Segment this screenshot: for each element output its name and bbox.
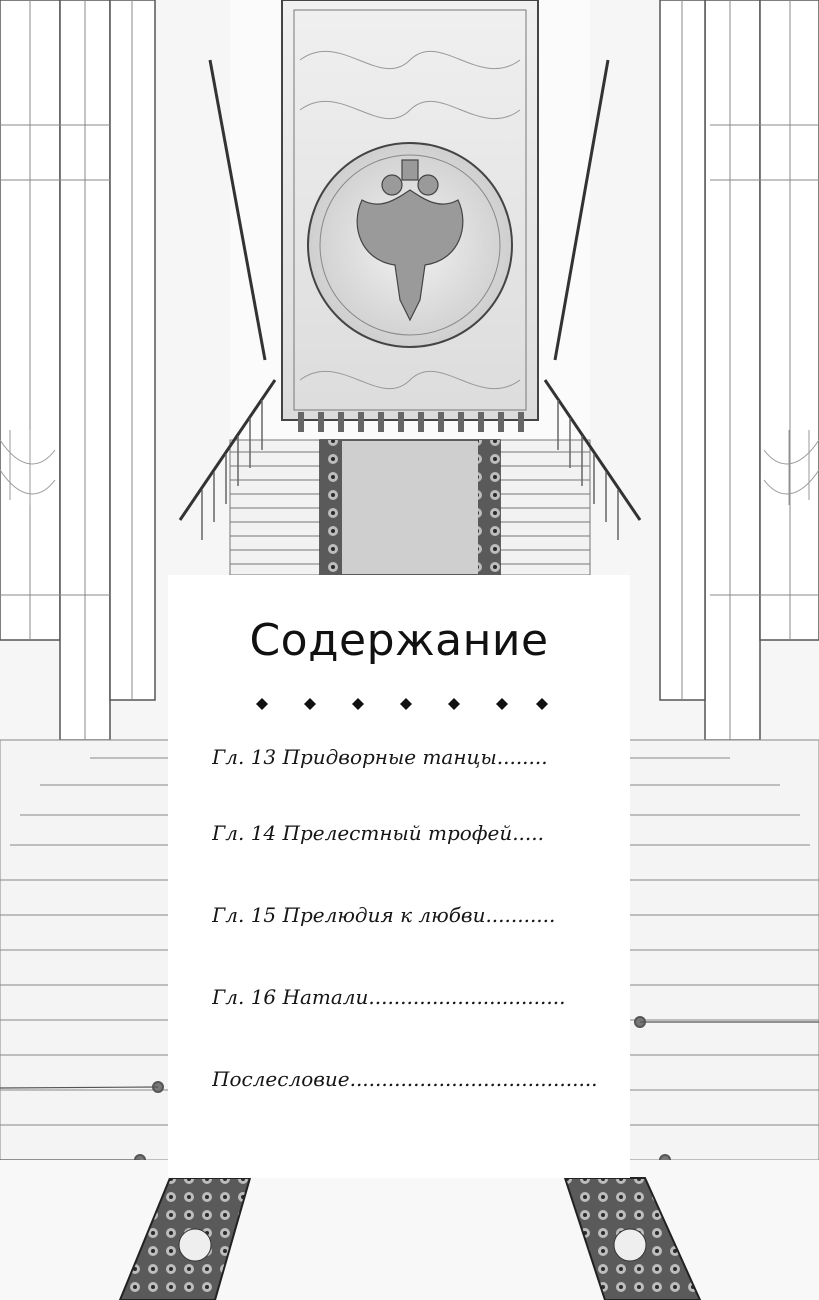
contents-title: Содержание <box>249 615 549 666</box>
diamond-divider <box>250 697 550 711</box>
right-outer-column <box>705 0 760 740</box>
diamond-icon <box>400 698 412 710</box>
carpet-runner <box>320 440 500 575</box>
diamond-icon <box>352 698 364 710</box>
diamond-icon <box>536 698 548 710</box>
diamond-icon <box>496 698 508 710</box>
toc-entry-label: Гл. 16 Натали............................... <box>212 985 566 1009</box>
table-of-contents-panel <box>168 575 630 1178</box>
toc-entry-label: Гл. 13 Придворные танцы........ <box>212 745 548 769</box>
toc-entry-chapter-16 <box>212 985 612 1021</box>
diamond-icon <box>304 698 316 710</box>
diamond-icon <box>448 698 460 710</box>
diamond-icon <box>256 698 268 710</box>
toc-entry-chapter-15 <box>212 903 612 939</box>
toc-entry-label: Гл. 15 Прелюдия к любви........... <box>212 903 556 927</box>
toc-entry-label: Гл. 14 Прелестный трофей..... <box>212 821 544 845</box>
toc-entry-chapter-13 <box>212 745 612 781</box>
toc-entry-chapter-14 <box>212 821 612 857</box>
toc-entry-afterword <box>212 1067 612 1103</box>
toc-entry-label: Послесловие....................................... <box>212 1067 598 1091</box>
